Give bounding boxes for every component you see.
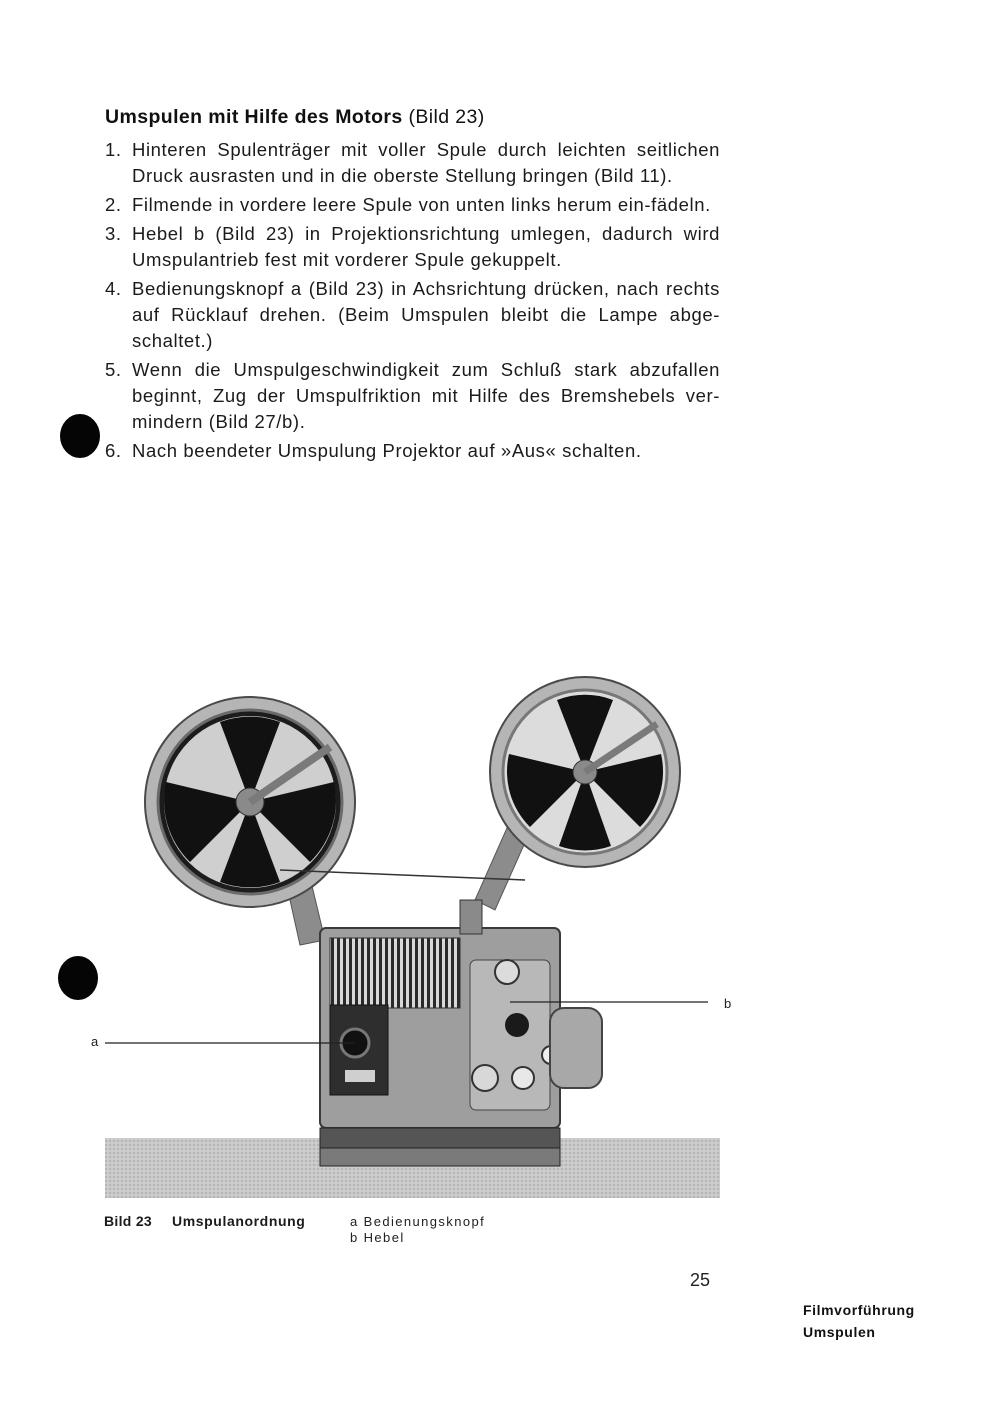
legend-item-a: a Bedienungsknopf xyxy=(350,1214,486,1229)
legend-item-b: b Hebel xyxy=(350,1230,405,1245)
step-number: 4. xyxy=(105,278,122,299)
punch-hole-upper xyxy=(60,414,100,458)
figure-legend xyxy=(350,1214,485,1246)
punch-hole-lower xyxy=(58,956,98,1000)
figure-caption-title: Umspulanordnung xyxy=(172,1213,306,1229)
heading-title: Umspulen mit Hilfe des Motors xyxy=(105,106,403,128)
step-text: Nach beendeter Umspulung Projektor auf »Aus« schalten. xyxy=(132,440,642,461)
section-line-2: Umspulen xyxy=(803,1324,876,1340)
page-number: 25 xyxy=(690,1270,711,1290)
figure-label-a: a xyxy=(91,1034,99,1049)
instruction-step xyxy=(105,438,720,464)
section-heading xyxy=(105,106,485,129)
figure-label-b: b xyxy=(724,996,732,1011)
instruction-step xyxy=(105,192,720,218)
instruction-step xyxy=(105,221,720,273)
step-number: 2. xyxy=(105,194,122,215)
instruction-step xyxy=(105,137,720,189)
step-text: Wenn die Umspulgeschwindigkeit zum Schluß stark abzufallen beginnt, Zug der Umspulfriktion mit Hilfe des Bremshebels ver-mindern (Bild 27/b). xyxy=(132,359,720,432)
heading-figure-ref: (Bild 23) xyxy=(408,106,485,128)
section-line-1: Filmvorführung xyxy=(803,1302,915,1318)
step-text: Hebel b (Bild 23) in Projektionsrichtung umlegen, dadurch wird Umspulantrieb fest mit vorderer Spule gekuppelt. xyxy=(132,223,720,270)
section-footer xyxy=(803,1299,915,1343)
step-text: Bedienungsknopf a (Bild 23) in Achsrichtung drücken, nach rechts auf Rücklauf drehen. (Beim Umspulen bleibt die Lampe abge-schaltet.) xyxy=(132,278,720,351)
instruction-step xyxy=(105,276,720,354)
step-text: Filmende in vordere leere Spule von unten links herum ein-fädeln. xyxy=(132,194,711,215)
figure-caption-number: Bild 23 xyxy=(104,1213,153,1229)
step-text: Hinteren Spulenträger mit voller Spule durch leichten seitlichen Druck ausrasten und in die oberste Stellung bringen (Bild 11). xyxy=(132,139,720,186)
step-number: 3. xyxy=(105,223,122,244)
step-number: 5. xyxy=(105,359,122,380)
step-number: 1. xyxy=(105,139,122,160)
instruction-list xyxy=(105,137,720,467)
projector-photo xyxy=(105,660,720,1200)
rear-reel xyxy=(145,697,355,907)
instruction-step xyxy=(105,357,720,435)
front-reel xyxy=(490,677,680,867)
step-number: 6. xyxy=(105,440,122,461)
